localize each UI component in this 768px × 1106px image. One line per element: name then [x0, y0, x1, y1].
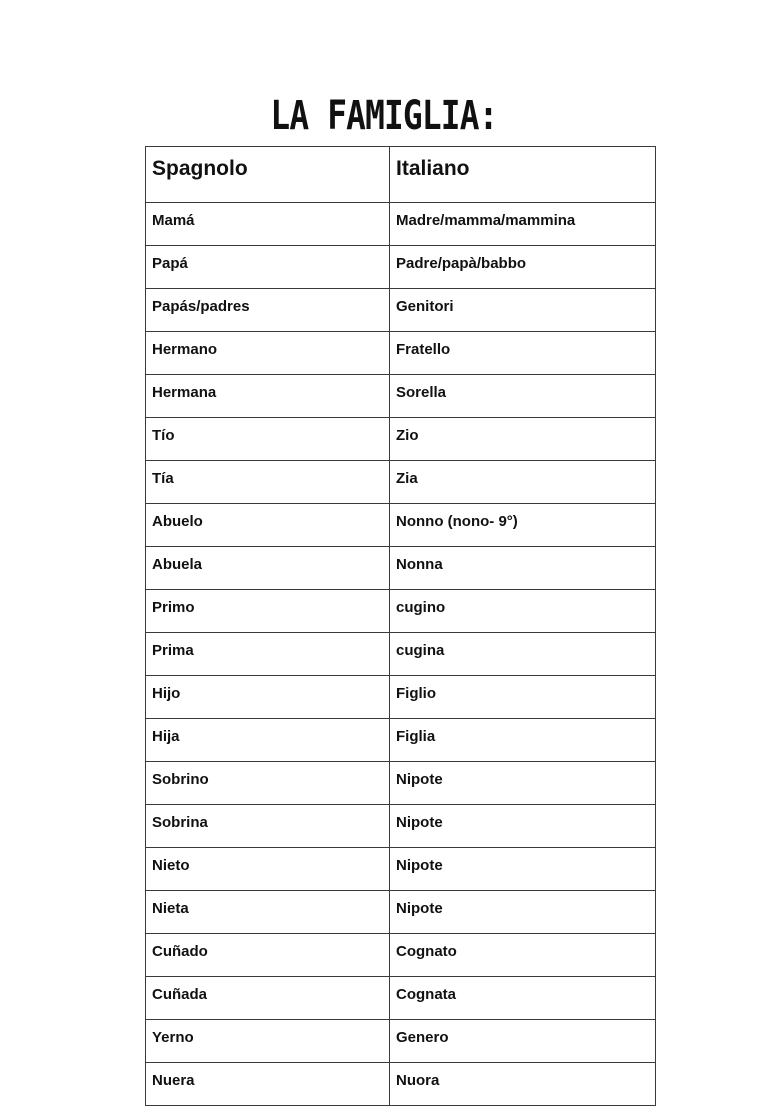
spanish-term: Primo — [146, 590, 390, 633]
table-row — [146, 590, 656, 633]
table-row — [146, 203, 656, 246]
table-row — [146, 289, 656, 332]
page-title: LA FAMIGLIA: — [270, 93, 498, 139]
italian-term: Cognata — [390, 977, 656, 1020]
table-row — [146, 418, 656, 461]
spanish-term: Nieto — [146, 848, 390, 891]
italian-term: Nipote — [390, 891, 656, 934]
spanish-term: Nuera — [146, 1063, 390, 1106]
italian-term: Fratello — [390, 332, 656, 375]
spanish-term: Prima — [146, 633, 390, 676]
table-row — [146, 719, 656, 762]
spanish-term: Hermano — [146, 332, 390, 375]
italian-term: Figlia — [390, 719, 656, 762]
spanish-term: Yerno — [146, 1020, 390, 1063]
spanish-term: Sobrino — [146, 762, 390, 805]
table-row — [146, 375, 656, 418]
spanish-term: Papá — [146, 246, 390, 289]
spanish-term: Cuñada — [146, 977, 390, 1020]
italian-term: Padre/papà/babbo — [390, 246, 656, 289]
spanish-term: Abuela — [146, 547, 390, 590]
spanish-term: Papás/padres — [146, 289, 390, 332]
table-row — [146, 504, 656, 547]
table-row — [146, 246, 656, 289]
table-row — [146, 848, 656, 891]
spanish-term: Hija — [146, 719, 390, 762]
italian-term: cugina — [390, 633, 656, 676]
spanish-term: Hermana — [146, 375, 390, 418]
column-header-spagnolo: Spagnolo — [146, 147, 390, 203]
spanish-term: Abuelo — [146, 504, 390, 547]
table-row — [146, 805, 656, 848]
table-header-row — [146, 147, 656, 203]
italian-term: Nonna — [390, 547, 656, 590]
italian-term: Nipote — [390, 805, 656, 848]
italian-term: Figlio — [390, 676, 656, 719]
table-row — [146, 891, 656, 934]
table-row — [146, 461, 656, 504]
spanish-term: Tío — [146, 418, 390, 461]
table-row — [146, 633, 656, 676]
table-row — [146, 1020, 656, 1063]
italian-term: Sorella — [390, 375, 656, 418]
italian-term: Madre/mamma/mammina — [390, 203, 656, 246]
italian-term: Nipote — [390, 848, 656, 891]
table-row — [146, 1063, 656, 1106]
spanish-term: Tía — [146, 461, 390, 504]
table-row — [146, 977, 656, 1020]
italian-term: Nuora — [390, 1063, 656, 1106]
italian-term: Nipote — [390, 762, 656, 805]
italian-term: Genero — [390, 1020, 656, 1063]
italian-term: Zio — [390, 418, 656, 461]
italian-term: Genitori — [390, 289, 656, 332]
column-header-italiano: Italiano — [390, 147, 656, 203]
table-row — [146, 934, 656, 977]
table-row — [146, 547, 656, 590]
italian-term: Nonno (nono- 9°) — [390, 504, 656, 547]
table-row — [146, 332, 656, 375]
spanish-term: Cuñado — [146, 934, 390, 977]
table-row — [146, 676, 656, 719]
spanish-term: Sobrina — [146, 805, 390, 848]
italian-term: Zia — [390, 461, 656, 504]
table-row — [146, 762, 656, 805]
spanish-term: Nieta — [146, 891, 390, 934]
italian-term: cugino — [390, 590, 656, 633]
spanish-term: Mamá — [146, 203, 390, 246]
spanish-term: Hijo — [146, 676, 390, 719]
italian-term: Cognato — [390, 934, 656, 977]
vocabulary-table — [145, 146, 656, 1106]
